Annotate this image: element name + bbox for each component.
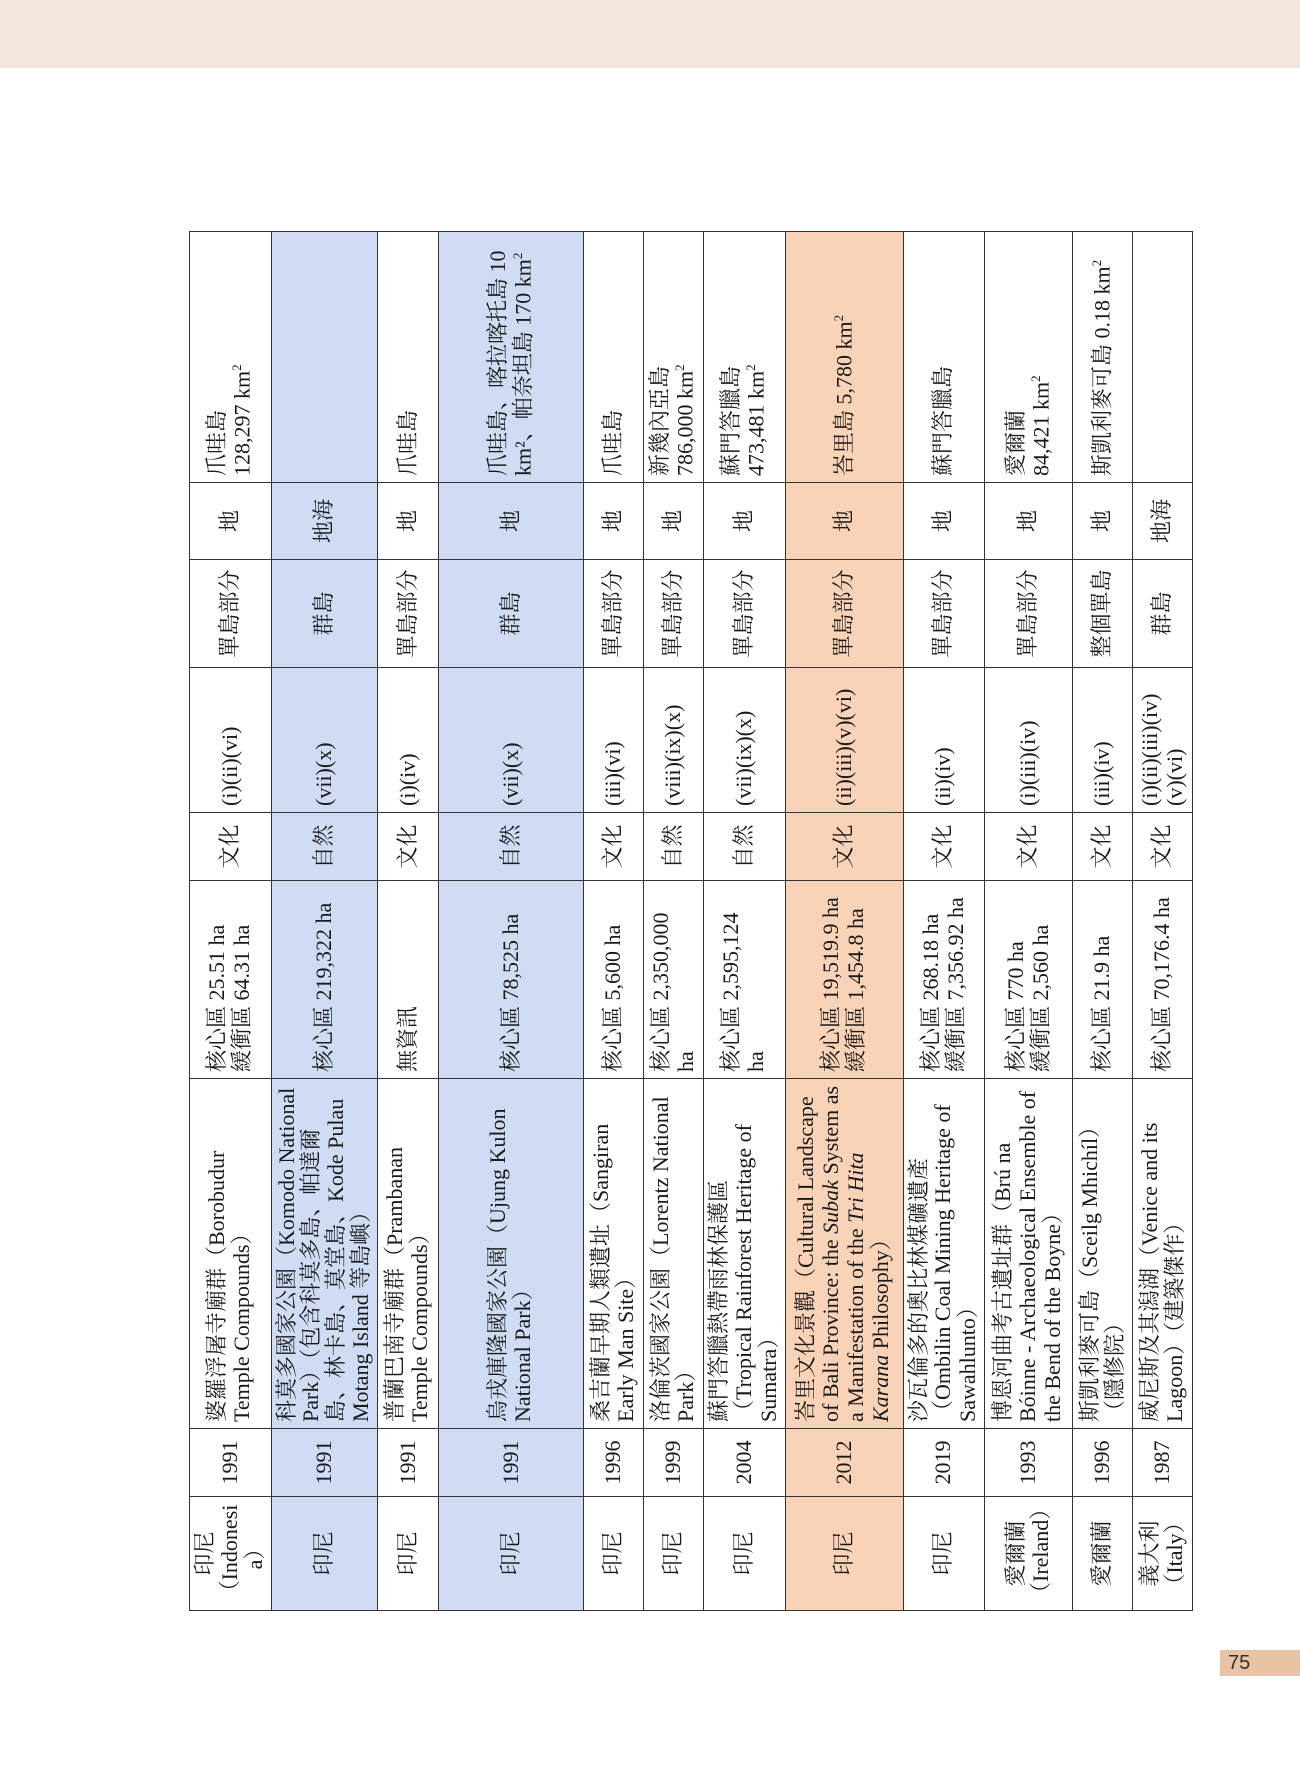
site-name-cell: 斯凱利麥可島（Sceilg Mhichíl）（隱修院）: [1073, 1079, 1133, 1429]
site-name-cell: 威尼斯及其潟湖（Venice and its Lagoon）（建築傑作）: [1133, 1079, 1193, 1429]
type-cell: 自然: [704, 813, 786, 881]
type-cell: 文化: [1073, 813, 1133, 881]
area-cell: 無資訊: [378, 881, 439, 1079]
type-cell: 文化: [985, 813, 1073, 881]
country-cell: 義大利（Italy）: [1133, 1497, 1193, 1611]
geo-cell: 地: [644, 483, 704, 560]
table-row: [584, 232, 644, 1611]
type-cell: 自然: [644, 813, 704, 881]
area-cell: 核心區 21.9 ha: [1073, 881, 1133, 1079]
rotated-table: [189, 232, 1187, 1611]
geo-cell: 地: [190, 483, 272, 560]
type-cell: 文化: [903, 813, 985, 881]
table-row: [378, 232, 439, 1611]
geo-cell: 地海: [271, 483, 377, 560]
year-cell: 1991: [271, 1429, 377, 1497]
island-scope-cell: 整個單島: [1073, 560, 1133, 668]
area-cell: 核心區 25.51 ha 緩衝區 64.31 ha: [190, 881, 272, 1079]
country-cell: 印尼: [378, 1497, 439, 1611]
rotated-table-container: [189, 232, 1187, 1611]
year-cell: 2004: [704, 1429, 786, 1497]
area-cell: 核心區 2,350,000 ha: [644, 881, 704, 1079]
page-number: 75: [1220, 1650, 1300, 1676]
island-cell: 蘇門答臘島 473,481 $km^2$: [704, 232, 786, 483]
island-scope-cell: 群島: [1133, 560, 1193, 668]
country-cell: 愛爾蘭 （Ireland）: [985, 1497, 1073, 1611]
year-cell: 1996: [584, 1429, 644, 1497]
island-scope-cell: 單島部分: [903, 560, 985, 668]
geo-cell: 地: [785, 483, 903, 560]
country-cell: 印尼: [271, 1497, 377, 1611]
island-scope-cell: 單島部分: [584, 560, 644, 668]
type-cell: 文化: [785, 813, 903, 881]
country-cell: 印尼: [903, 1497, 985, 1611]
site-name-cell: 沙瓦倫多的奧比林煤礦遺產（Ombilin Coal Mining Heritage of Sawahlunto）: [903, 1079, 985, 1429]
year-cell: 1991: [190, 1429, 272, 1497]
country-cell: 印尼 （Indonesia）: [190, 1497, 272, 1611]
type-cell: 文化: [1133, 813, 1193, 881]
island-scope-cell: 單島部分: [378, 560, 439, 668]
country-cell: 印尼: [704, 1497, 786, 1611]
island-scope-cell: 單島部分: [785, 560, 903, 668]
site-name-cell: 婆羅浮屠寺廟群（Borobudur Temple Compounds）: [190, 1079, 272, 1429]
criteria-cell: (vii)(x): [271, 668, 377, 813]
island-cell: 斯凱利麥可島 0.18 $km^2$: [1073, 232, 1133, 483]
heritage-table: [189, 231, 1193, 1611]
criteria-cell: (i)(ii)(vi): [190, 668, 272, 813]
table-row: [985, 232, 1073, 1611]
geo-cell: 地: [584, 483, 644, 560]
island-scope-cell: 單島部分: [190, 560, 272, 668]
island-scope-cell: 群島: [271, 560, 377, 668]
area-cell: 核心區 770 ha 緩衝區 2,560 ha: [985, 881, 1073, 1079]
table-row: [1133, 232, 1193, 1611]
site-name-cell: 普蘭巴南寺廟群（Prambanan Temple Compounds）: [378, 1079, 439, 1429]
area-cell: 核心區 219,322 ha: [271, 881, 377, 1079]
island-scope-cell: 單島部分: [644, 560, 704, 668]
criteria-cell: (viii)(ix)(x): [644, 668, 704, 813]
criteria-cell: (ii)(iii)(v)(vi): [785, 668, 903, 813]
criteria-cell: (iii)(vi): [584, 668, 644, 813]
table-row: [271, 232, 377, 1611]
island-cell: 愛爾蘭 84,421 $km^2$: [985, 232, 1073, 483]
type-cell: 文化: [584, 813, 644, 881]
country-cell: 印尼: [785, 1497, 903, 1611]
island-scope-cell: 群島: [439, 560, 584, 668]
island-cell: [271, 232, 377, 483]
year-cell: 1996: [1073, 1429, 1133, 1497]
island-scope-cell: 單島部分: [985, 560, 1073, 668]
year-cell: 1991: [439, 1429, 584, 1497]
type-cell: 文化: [378, 813, 439, 881]
geo-cell: 地: [903, 483, 985, 560]
area-cell: 核心區 2,595,124 ha: [704, 881, 786, 1079]
criteria-cell: (i)(ii)(iii)(iv)(v)(vi): [1133, 668, 1193, 813]
site-name-cell: 峇里文化景觀（Cultural Landscape of Bali Province: the Subak System as a Manifestation of the Tri Hita Karana Philosophy）: [785, 1079, 903, 1429]
geo-cell: 地: [439, 483, 584, 560]
table-row: [1073, 232, 1133, 1611]
table-row: [190, 232, 272, 1611]
top-band: [0, 0, 1300, 68]
site-name-cell: 烏戎庫隆國家公園（Ujung Kulon National Park）: [439, 1079, 584, 1429]
area-cell: 核心區 78,525 ha: [439, 881, 584, 1079]
site-name-cell: 洛倫茨國家公園（Lorentz National Park）: [644, 1079, 704, 1429]
type-cell: 自然: [439, 813, 584, 881]
table-row: [903, 232, 985, 1611]
criteria-cell: (i)(iii)(iv): [985, 668, 1073, 813]
year-cell: 2012: [785, 1429, 903, 1497]
island-cell: 爪哇島、喀拉喀托島 10 km²、帕奈坦島 170 $km^2$: [439, 232, 584, 483]
geo-cell: 地: [1073, 483, 1133, 560]
island-cell: 蘇門答臘島: [903, 232, 985, 483]
island-scope-cell: 單島部分: [704, 560, 786, 668]
table-row: [785, 232, 903, 1611]
type-cell: 文化: [190, 813, 272, 881]
site-name-cell: 博恩河曲考古遺址群（Brú na Bóinne - Archaeological Ensemble of the Bend of the Boyne）: [985, 1079, 1073, 1429]
area-cell: 核心區 19,519.9 ha 緩衝區 1,454.8 ha: [785, 881, 903, 1079]
island-cell: 新幾內亞島 786,000 $km^2$: [644, 232, 704, 483]
island-cell: 爪哇島 128,297 $km^2$: [190, 232, 272, 483]
geo-cell: 地: [704, 483, 786, 560]
year-cell: 1999: [644, 1429, 704, 1497]
year-cell: 2019: [903, 1429, 985, 1497]
country-cell: 印尼: [439, 1497, 584, 1611]
criteria-cell: (i)(iv): [378, 668, 439, 813]
criteria-cell: (vii)(x): [439, 668, 584, 813]
site-name-cell: 科莫多國家公園（Komodo National Park）（包含科莫多島、帕達爾島、林卡島、莫堂島、Kode Pulau Motang Island 等島嶼）: [271, 1079, 377, 1429]
criteria-cell: (ii)(iv): [903, 668, 985, 813]
island-cell: 爪哇島: [378, 232, 439, 483]
year-cell: 1987: [1133, 1429, 1193, 1497]
country-cell: 印尼: [584, 1497, 644, 1611]
island-cell: [1133, 232, 1193, 483]
year-cell: 1991: [378, 1429, 439, 1497]
area-cell: 核心區 268.18 ha 緩衝區 7,356.92 ha: [903, 881, 985, 1079]
country-cell: 愛爾蘭: [1073, 1497, 1133, 1611]
island-cell: 爪哇島: [584, 232, 644, 483]
type-cell: 自然: [271, 813, 377, 881]
site-name-cell: 蘇門答臘熱帶雨林保護區（Tropical Rainforest Heritage of Sumatra）: [704, 1079, 786, 1429]
year-cell: 1993: [985, 1429, 1073, 1497]
island-cell: 峇里島 5,780 $km^2$: [785, 232, 903, 483]
geo-cell: 地: [985, 483, 1073, 560]
country-cell: 印尼: [644, 1497, 704, 1611]
table-row: [704, 232, 786, 1611]
table-row: [644, 232, 704, 1611]
criteria-cell: (iii)(iv): [1073, 668, 1133, 813]
site-name-cell: 桑吉蘭早期人類遺址（Sangiran Early Man Site）: [584, 1079, 644, 1429]
geo-cell: 地: [378, 483, 439, 560]
criteria-cell: (vii)(ix)(x): [704, 668, 786, 813]
table-row: [439, 232, 584, 1611]
area-cell: 核心區 70,176.4 ha: [1133, 881, 1193, 1079]
geo-cell: 地海: [1133, 483, 1193, 560]
area-cell: 核心區 5,600 ha: [584, 881, 644, 1079]
